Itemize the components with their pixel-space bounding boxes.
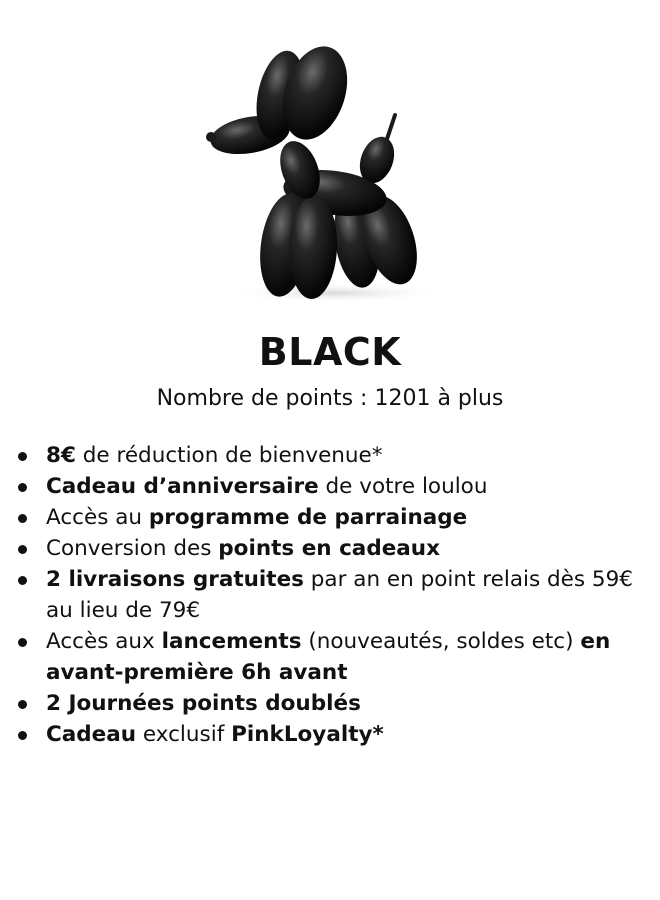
benefit-item bbox=[46, 533, 636, 564]
benefit-text-bold: points en cadeaux bbox=[218, 536, 440, 561]
benefit-text-bold: lancements bbox=[161, 629, 302, 654]
benefit-text-bold: Cadeau bbox=[46, 722, 137, 747]
benefit-text: Accès au bbox=[46, 505, 149, 530]
benefit-text-bold: en avant-première 6h avant bbox=[46, 629, 611, 685]
bullet-icon bbox=[18, 514, 27, 523]
benefit-item bbox=[46, 440, 636, 471]
tier-title: BLACK bbox=[258, 330, 402, 374]
bullet-icon bbox=[18, 576, 27, 585]
benefit-text-bold: Cadeau d’anniversaire bbox=[46, 474, 319, 499]
benefit-item bbox=[46, 719, 636, 750]
benefit-text: de réduction de bienvenue* bbox=[75, 443, 383, 468]
bullet-icon bbox=[18, 731, 27, 740]
benefit-item bbox=[46, 564, 636, 626]
benefit-text: de votre loulou bbox=[318, 474, 488, 499]
bullet-icon bbox=[18, 700, 27, 709]
benefit-text: exclusif bbox=[136, 722, 232, 747]
balloon-dog-illustration bbox=[195, 35, 455, 310]
benefit-text-bold: 8€ bbox=[46, 443, 76, 468]
benefit-text: Conversion des bbox=[46, 536, 219, 561]
benefit-item bbox=[46, 626, 636, 688]
benefit-text-bold: programme de parrainage bbox=[148, 505, 468, 530]
benefit-item bbox=[46, 471, 636, 502]
bullet-icon bbox=[18, 638, 27, 647]
benefit-text: Accès aux bbox=[46, 629, 162, 654]
bullet-icon bbox=[18, 545, 27, 554]
benefits-list bbox=[46, 440, 636, 750]
bullet-icon bbox=[18, 483, 27, 492]
benefit-text: par an en point relais dès 59€ au lieu de 79€ bbox=[46, 567, 633, 623]
benefit-text: (nouveautés, soldes etc) bbox=[301, 629, 581, 654]
points-range: Nombre de points : 1201 à plus bbox=[156, 386, 504, 411]
balloon-dog-icon bbox=[195, 35, 455, 310]
benefit-text-bold: 2 livraisons gratuites bbox=[46, 567, 304, 592]
benefit-text-bold: 2 Journées points doublés bbox=[46, 691, 361, 716]
benefit-text-bold: PinkLoyalty* bbox=[231, 722, 384, 747]
benefit-item bbox=[46, 502, 636, 533]
bullet-icon bbox=[18, 452, 27, 461]
benefit-item bbox=[46, 688, 636, 719]
